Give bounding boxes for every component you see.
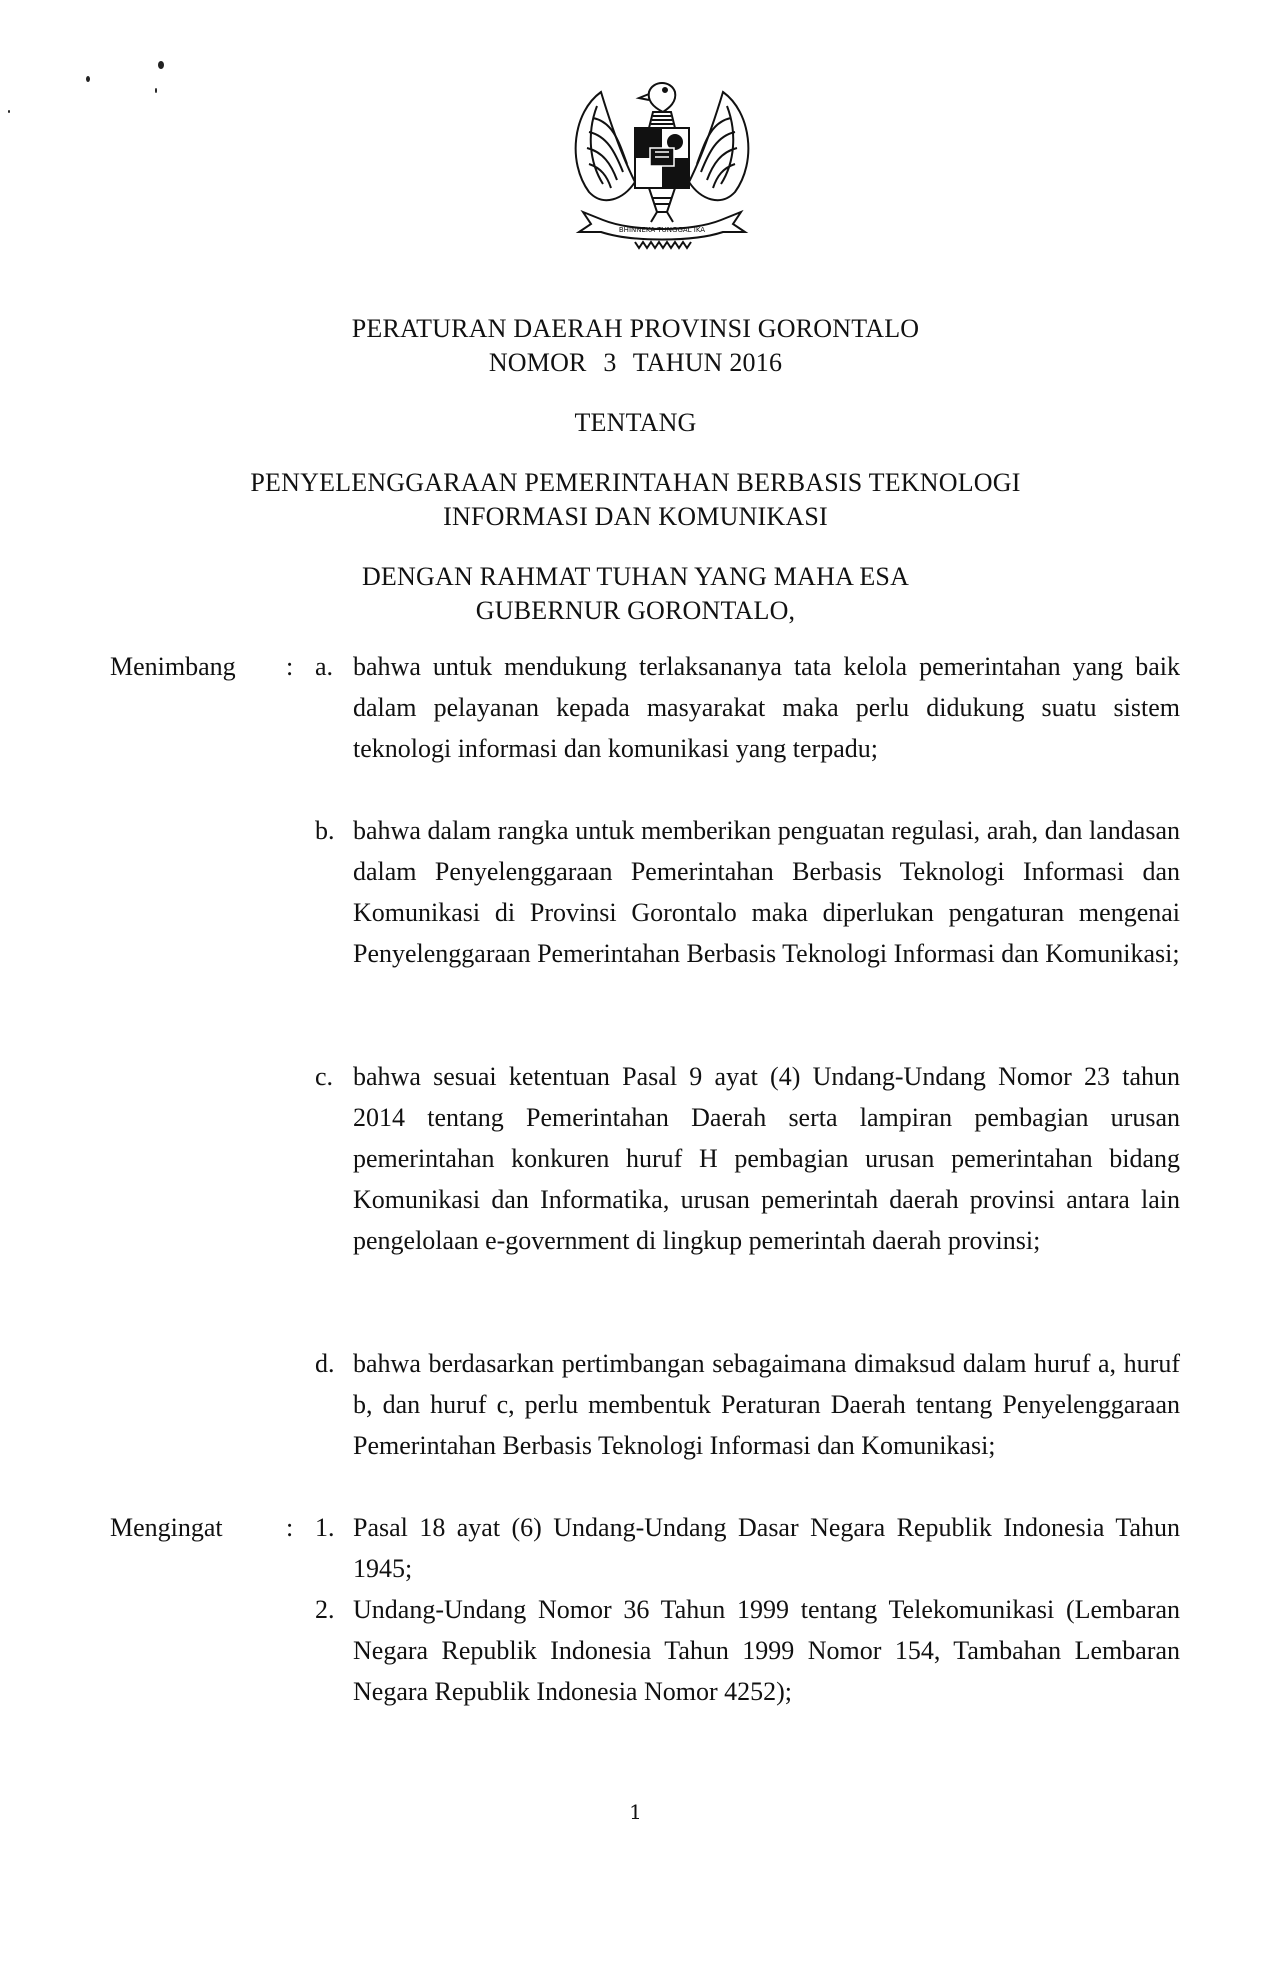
emblem-motto: BHINNEKA TUNGGAL IKA [618,226,706,234]
tahun-value: 2016 [729,348,783,377]
item-marker: c. [315,1062,334,1091]
mengingat-item-1 [315,1507,1180,1589]
nomor-label: NOMOR [488,348,587,377]
nomor-value: 3 [603,348,617,377]
menimbang-item-a [315,646,1180,769]
tahun-label: TAHUN [632,348,723,377]
item-marker: 1. [315,1513,335,1542]
subject-line-1: PENYELENGGARAAN PEMERINTAHAN BERBASIS TEKNOLOGI [250,468,1021,497]
menimbang-colon: : [286,652,294,681]
item-text: bahwa dalam rangka untuk memberikan penguatan regulasi, arah, dan landasan dalam Penyelenggaraan Pemerintahan Berbasis Teknologi Informasi dan Komunikasi di Provinsi Gorontalo maka diperlukan pengaturan mengenai Penyelenggaraan Pemerintahan Berbasis Teknologi Informasi dan Komunikasi; [353,816,1180,968]
scan-speck [8,110,10,113]
page-number: 1 [629,1800,642,1824]
regulation-number-line [0,346,1271,380]
item-marker: a. [315,652,334,681]
item-text: bahwa untuk mendukung terlaksananya tata kelola pemerintahan yang baik dalam pelayanan kepada masyarakat maka perlu didukung suatu sistem teknologi informasi dan komunikasi yang terpadu; [353,652,1180,763]
item-marker: d. [315,1349,335,1378]
item-marker: 2. [315,1595,335,1624]
menimbang-item-d [315,1343,1180,1466]
item-text: Undang-Undang Nomor 36 Tahun 1999 tentang Telekomunikasi (Lembaran Negara Republik Indonesia Tahun 1999 Nomor 154, Tambahan Lembaran Negara Republik Indonesia Nomor 4252); [353,1595,1180,1706]
tentang-heading: TENTANG [574,408,697,437]
item-text: bahwa berdasarkan pertimbangan sebagaimana dimaksud dalam huruf a, huruf b, dan huruf c, perlu membentuk Peraturan Daerah tentang Penyelenggaraan Pemerintahan Berbasis Teknologi Informasi dan Komunikasi; [353,1349,1180,1460]
gubernur-line: GUBERNUR GORONTALO, [475,596,796,625]
mengingat-colon: : [286,1513,294,1542]
menimbang-label: Menimbang [110,652,236,681]
garuda-emblem-icon [553,72,771,252]
item-marker: b. [315,816,335,845]
regulation-title: PERATURAN DAERAH PROVINSI GORONTALO [351,314,920,343]
scan-speck [155,88,157,93]
item-text: Pasal 18 ayat (6) Undang-Undang Dasar Negara Republik Indonesia Tahun 1945; [353,1513,1180,1583]
rahmat-line: DENGAN RAHMAT TUHAN YANG MAHA ESA [361,562,910,591]
scan-speck [158,61,164,69]
menimbang-item-b [315,810,1180,974]
mengingat-item-2 [315,1589,1180,1712]
menimbang-item-c [315,1056,1180,1261]
item-text: bahwa sesuai ketentuan Pasal 9 ayat (4) Undang-Undang Nomor 23 tahun 2014 tentang Pemerintahan Daerah serta lampiran pembagian urusan pemerintahan konkuren huruf H pembagian urusan pemerintahan bidang Komunikasi dan Informatika, urusan pemerintah daerah provinsi antara lain pengelolaan e-government di lingkup pemerintah daerah provinsi; [353,1062,1180,1255]
mengingat-label: Mengingat [110,1513,223,1542]
scan-speck [86,76,90,82]
subject-line-2: INFORMASI DAN KOMUNIKASI [443,502,828,531]
